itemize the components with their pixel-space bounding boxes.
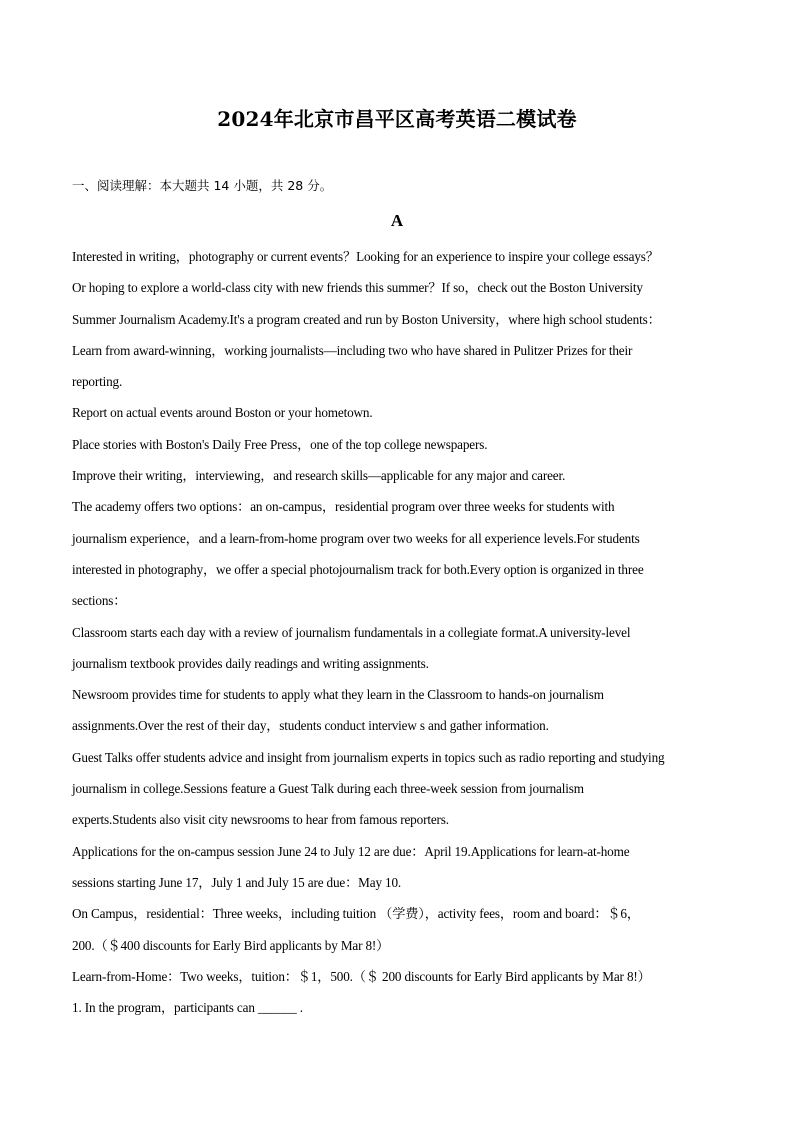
text-line: Classroom starts each day with a review of journalism fundamentals in a collegiate format.A university-level — [72, 624, 631, 640]
text-line: journalism textbook provides daily readings and writing assignments. — [72, 655, 429, 671]
text-line: reporting. — [72, 374, 123, 390]
text-line: interested in photography，we offer a special photojournalism track for both.Every option is organized in three — [72, 561, 644, 577]
text-line: 200.（＄400 discounts for Early Bird applicants by Mar 8!） — [72, 937, 390, 953]
text-line: sections： — [72, 593, 127, 609]
text-line: Report on actual events around Boston or your hometown. — [72, 405, 373, 421]
question-1-stem: 1. In the program，participants can ______ . — [72, 1000, 303, 1016]
passage-body — [72, 246, 732, 1028]
passage-label: A — [390, 211, 404, 230]
text-line: Summer Journalism Academy.It's a program created and run by Boston University，where high school students： — [72, 311, 661, 327]
text-line: The academy offers two options：an on-campus，residential program over three weeks for students with — [72, 499, 615, 515]
text-line: Place stories with Boston's Daily Free Press，one of the top college newspapers. — [72, 436, 488, 452]
text-line: sessions starting June 17，July 1 and July 15 are due：May 10. — [72, 874, 402, 890]
text-line: Learn from award-winning，working journalists—including two who have shared in Pulitzer Prizes for their — [72, 342, 633, 358]
text-line: Learn-from-Home：Two weeks，tuition：＄1，500.（＄ 200 discounts for Early Bird applicants by Mar 8!） — [72, 968, 651, 984]
text-line: assignments.Over the rest of their day，students conduct interview s and gather information. — [72, 718, 549, 734]
text-line: Or hoping to explore a world-class city with new friends this summer？If so，check out the Boston University — [72, 280, 643, 296]
text-line: Improve their writing，interviewing，and research skills—applicable for any major and career. — [72, 468, 566, 484]
page-title: 2024年北京市昌平区高考英语二模试卷 — [217, 107, 577, 131]
section-heading: 一、阅读理解：本大题共 14 小题，共 28 分。 — [72, 178, 333, 193]
text-line: journalism in college.Sessions feature a Guest Talk during each three-week session from journalism — [72, 781, 584, 797]
text-line: On Campus，residential：Three weeks，including tuition （学费），activity fees，room and board：＄6， — [72, 906, 640, 922]
text-line: Newsroom provides time for students to apply what they learn in the Classroom to hands-on journalism — [72, 687, 604, 703]
text-line: Guest Talks offer students advice and insight from journalism experts in topics such as radio reporting and studying — [72, 749, 665, 765]
text-line: Interested in writing，photography or current events？Looking for an experience to inspire your college essays？ — [72, 249, 659, 264]
text-line: journalism experience，and a learn-from-home program over two weeks for all experience levels.For students — [72, 530, 640, 546]
text-line: Applications for the on-campus session June 24 to July 12 are due：April 19.Applications for learn-at-home — [72, 843, 630, 859]
text-line: experts.Students also visit city newsrooms to hear from famous reporters. — [72, 812, 449, 828]
